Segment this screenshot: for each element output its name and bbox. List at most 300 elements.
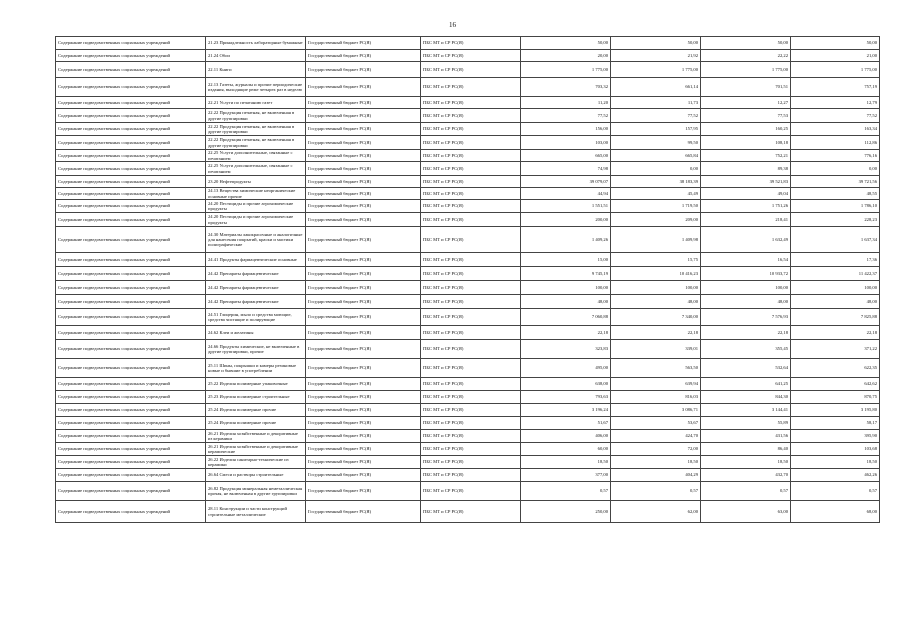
- institution-cell: Содержание подведомственных социальных учреждений: [56, 150, 206, 162]
- value-cell: 339,01: [611, 340, 701, 359]
- item-cell: 26.64 Смеси и растворы строительные: [206, 469, 306, 482]
- value-cell: 0,57: [701, 482, 791, 501]
- value-cell: 18,50: [521, 456, 611, 469]
- value-cell: 99,50: [611, 136, 701, 150]
- table-body: [56, 37, 880, 523]
- item-cell: 22.22 Продукция печатная, не включенная в другие группировки: [206, 123, 306, 136]
- table-row: [56, 162, 880, 176]
- source-cell: ПБС МТ и СР РС(Я): [421, 391, 521, 404]
- value-cell: 49,04: [701, 188, 791, 200]
- budget-cell: Государственный бюджет РС(Я): [306, 391, 421, 404]
- source-cell: ПБС МТ и СР РС(Я): [421, 281, 521, 295]
- source-cell: ПБС МТ и СР РС(Я): [421, 326, 521, 340]
- institution-cell: Содержание подведомственных социальных учреждений: [56, 309, 206, 326]
- item-cell: 24.42 Препараты фармацевтические: [206, 281, 306, 295]
- table-row: [56, 97, 880, 109]
- value-cell: 22,18: [521, 326, 611, 340]
- item-cell: 25.23 Изделия полимерные строительные: [206, 391, 306, 404]
- value-cell: 3 195,80: [791, 404, 880, 417]
- value-cell: 7 060,88: [521, 309, 611, 326]
- value-cell: 38 183,39: [611, 176, 701, 188]
- source-cell: ПБС МТ и СР РС(Я): [421, 404, 521, 417]
- value-cell: 22,18: [791, 326, 880, 340]
- institution-cell: Содержание подведомственных социальных учреждений: [56, 295, 206, 309]
- institution-cell: Содержание подведомственных социальных учреждений: [56, 188, 206, 200]
- table-row: [56, 176, 880, 188]
- institution-cell: Содержание подведомственных социальных учреждений: [56, 162, 206, 176]
- value-cell: 11,73: [611, 97, 701, 109]
- value-cell: 77,52: [611, 109, 701, 123]
- institution-cell: Содержание подведомственных социальных учреждений: [56, 417, 206, 430]
- institution-cell: Содержание подведомственных социальных учреждений: [56, 97, 206, 109]
- value-cell: 1 786,10: [791, 200, 880, 213]
- source-cell: ПБС МТ и СР РС(Я): [421, 378, 521, 391]
- value-cell: 163,34: [791, 123, 880, 136]
- source-cell: ПБС МТ и СР РС(Я): [421, 417, 521, 430]
- source-cell: ПБС МТ и СР РС(Я): [421, 501, 521, 523]
- value-cell: 55,89: [701, 417, 791, 430]
- source-cell: ПБС МТ и СР РС(Я): [421, 443, 521, 456]
- value-cell: 406,00: [521, 430, 611, 443]
- budget-cell: Государственный бюджет РС(Я): [306, 78, 421, 97]
- item-cell: 22.25 Услуги дополнительные, связанные с печатанием: [206, 150, 306, 162]
- budget-cell: Государственный бюджет РС(Я): [306, 123, 421, 136]
- value-cell: 157,95: [611, 123, 701, 136]
- value-cell: 10 933,72: [701, 267, 791, 281]
- value-cell: 160,25: [701, 123, 791, 136]
- source-cell: ПБС МТ и СР РС(Я): [421, 109, 521, 123]
- value-cell: 15,75: [611, 253, 701, 267]
- value-cell: 424,70: [611, 430, 701, 443]
- value-cell: 209,00: [611, 213, 701, 227]
- institution-cell: Содержание подведомственных социальных учреждений: [56, 253, 206, 267]
- institution-cell: Содержание подведомственных социальных учреждений: [56, 430, 206, 443]
- table-row: [56, 37, 880, 50]
- table-row: [56, 78, 880, 97]
- value-cell: 21,00: [791, 50, 880, 62]
- institution-cell: Содержание подведомственных социальных учреждений: [56, 109, 206, 123]
- budget-cell: Государственный бюджет РС(Я): [306, 62, 421, 78]
- value-cell: 1 775,00: [611, 62, 701, 78]
- item-cell: 21.23 Принадлежность лабораторные бумажные: [206, 37, 306, 50]
- source-cell: ПБС МТ и СР РС(Я): [421, 150, 521, 162]
- value-cell: 1 775,00: [521, 62, 611, 78]
- budget-cell: Государственный бюджет РС(Я): [306, 188, 421, 200]
- institution-cell: Содержание подведомственных социальных учреждений: [56, 37, 206, 50]
- value-cell: 100,00: [701, 281, 791, 295]
- value-cell: 22,18: [611, 326, 701, 340]
- table-row: [56, 253, 880, 267]
- value-cell: 355,45: [701, 340, 791, 359]
- budget-cell: Государственный бюджет РС(Я): [306, 109, 421, 123]
- value-cell: 218,41: [701, 213, 791, 227]
- budget-cell: Государственный бюджет РС(Я): [306, 430, 421, 443]
- value-cell: 7 576,93: [701, 309, 791, 326]
- value-cell: 48,00: [701, 295, 791, 309]
- item-cell: 23.20 Нефтепродукты: [206, 176, 306, 188]
- value-cell: 250,00: [521, 501, 611, 523]
- value-cell: 60,00: [521, 443, 611, 456]
- budget-cell: Государственный бюджет РС(Я): [306, 281, 421, 295]
- value-cell: 639,94: [611, 378, 701, 391]
- institution-cell: Содержание подведомственных социальных учреждений: [56, 482, 206, 501]
- institution-cell: Содержание подведомственных социальных учреждений: [56, 340, 206, 359]
- budget-cell: Государственный бюджет РС(Я): [306, 227, 421, 253]
- item-cell: 24.62 Клеи и желатины: [206, 326, 306, 340]
- value-cell: 20,00: [521, 50, 611, 62]
- value-cell: 3 086,71: [611, 404, 701, 417]
- value-cell: 1 719,50: [611, 200, 701, 213]
- value-cell: 12,79: [791, 97, 880, 109]
- value-cell: 11,20: [521, 97, 611, 109]
- table-row: [56, 109, 880, 123]
- source-cell: ПБС МТ и СР РС(Я): [421, 97, 521, 109]
- table-row: [56, 267, 880, 281]
- value-cell: 77,52: [791, 109, 880, 123]
- value-cell: 89,38: [701, 162, 791, 176]
- table-row: [56, 378, 880, 391]
- value-cell: 870,75: [791, 391, 880, 404]
- budget-cell: Государственный бюджет РС(Я): [306, 150, 421, 162]
- value-cell: 323,83: [521, 340, 611, 359]
- source-cell: ПБС МТ и СР РС(Я): [421, 162, 521, 176]
- budget-cell: Государственный бюджет РС(Я): [306, 482, 421, 501]
- budget-cell: Государственный бюджет РС(Я): [306, 378, 421, 391]
- item-cell: 22.25 Услуги дополнительные, связанные с печатанием: [206, 162, 306, 176]
- value-cell: 563,50: [611, 359, 701, 378]
- budget-cell: Государственный бюджет РС(Я): [306, 295, 421, 309]
- source-cell: ПБС МТ и СР РС(Я): [421, 295, 521, 309]
- value-cell: 72,00: [611, 443, 701, 456]
- item-cell: 24.30 Материалы лакокрасочные и аналогичные для нанесения покрытий, краски и мастики полиграфические: [206, 227, 306, 253]
- table-row: [56, 391, 880, 404]
- item-cell: 22.21 Услуги по печатанию газет: [206, 97, 306, 109]
- source-cell: ПБС МТ и СР РС(Я): [421, 253, 521, 267]
- value-cell: 1 751,26: [701, 200, 791, 213]
- institution-cell: Содержание подведомственных социальных учреждений: [56, 200, 206, 213]
- institution-cell: Содержание подведомственных социальных учреждений: [56, 378, 206, 391]
- source-cell: ПБС МТ и СР РС(Я): [421, 50, 521, 62]
- value-cell: 404,29: [611, 469, 701, 482]
- table-row: [56, 359, 880, 378]
- value-cell: 776,16: [791, 150, 880, 162]
- table-row: [56, 150, 880, 162]
- table-row: [56, 123, 880, 136]
- budget-cell: Государственный бюджет РС(Я): [306, 443, 421, 456]
- value-cell: 532,64: [701, 359, 791, 378]
- value-cell: 108,18: [701, 136, 791, 150]
- budget-cell: Государственный бюджет РС(Я): [306, 176, 421, 188]
- page-number: 16: [449, 21, 456, 29]
- institution-cell: Содержание подведомственных социальных учреждений: [56, 469, 206, 482]
- budget-cell: Государственный бюджет РС(Я): [306, 136, 421, 150]
- source-cell: ПБС МТ и СР РС(Я): [421, 456, 521, 469]
- item-cell: 24.41 Продукты фармацевтические основные: [206, 253, 306, 267]
- institution-cell: Содержание подведомственных социальных учреждений: [56, 227, 206, 253]
- source-cell: ПБС МТ и СР РС(Я): [421, 469, 521, 482]
- value-cell: 44,94: [521, 188, 611, 200]
- value-cell: 7 340,00: [611, 309, 701, 326]
- value-cell: 15,00: [521, 253, 611, 267]
- value-cell: 816,03: [611, 391, 701, 404]
- value-cell: 661,14: [611, 78, 701, 97]
- item-cell: 22.22 Продукция печатная, не включенная в другие группировки: [206, 109, 306, 123]
- value-cell: 22,22: [701, 50, 791, 62]
- item-cell: 21.24 Обои: [206, 50, 306, 62]
- value-cell: 462,26: [791, 469, 880, 482]
- value-cell: 16,54: [701, 253, 791, 267]
- item-cell: 24.51 Глицерин, мыло и средства моющие, средства чистящие и полирующие: [206, 309, 306, 326]
- value-cell: 1 409,98: [611, 227, 701, 253]
- institution-cell: Содержание подведомственных социальных учреждений: [56, 501, 206, 523]
- table-row: [56, 340, 880, 359]
- institution-cell: Содержание подведомственных социальных учреждений: [56, 50, 206, 62]
- value-cell: 7 825,88: [791, 309, 880, 326]
- value-cell: 21,92: [611, 50, 701, 62]
- value-cell: 0,57: [791, 482, 880, 501]
- value-cell: 100,00: [791, 281, 880, 295]
- value-cell: 18,50: [611, 456, 701, 469]
- budget-cell: Государственный бюджет РС(Я): [306, 162, 421, 176]
- budget-table: [55, 36, 880, 523]
- source-cell: ПБС МТ и СР РС(Я): [421, 176, 521, 188]
- budget-cell: Государственный бюджет РС(Я): [306, 97, 421, 109]
- value-cell: 371,22: [791, 340, 880, 359]
- institution-cell: Содержание подведомственных социальных учреждений: [56, 359, 206, 378]
- table-row: [56, 136, 880, 150]
- value-cell: 103,68: [791, 443, 880, 456]
- item-cell: 24.20 Пестициды и прочие агрохимические продукты: [206, 213, 306, 227]
- budget-cell: Государственный бюджет РС(Я): [306, 501, 421, 523]
- value-cell: 100,00: [611, 281, 701, 295]
- value-cell: 622,35: [791, 359, 880, 378]
- table-row: [56, 469, 880, 482]
- institution-cell: Содержание подведомственных социальных учреждений: [56, 213, 206, 227]
- budget-cell: Государственный бюджет РС(Я): [306, 253, 421, 267]
- table-row: [56, 50, 880, 62]
- value-cell: 10 416,23: [611, 267, 701, 281]
- table-row: [56, 227, 880, 253]
- source-cell: ПБС МТ и СР РС(Я): [421, 123, 521, 136]
- value-cell: 701,51: [701, 78, 791, 97]
- value-cell: 432,70: [701, 469, 791, 482]
- table-row: [56, 188, 880, 200]
- value-cell: 757,19: [791, 78, 880, 97]
- source-cell: ПБС МТ и СР РС(Я): [421, 62, 521, 78]
- institution-cell: Содержание подведомственных социальных учреждений: [56, 62, 206, 78]
- value-cell: 39 721,56: [791, 176, 880, 188]
- value-cell: 63,00: [701, 501, 791, 523]
- value-cell: 45,49: [611, 188, 701, 200]
- item-cell: 24.42 Препараты фармацевтические: [206, 295, 306, 309]
- institution-cell: Содержание подведомственных социальных учреждений: [56, 326, 206, 340]
- item-cell: 22.22 Продукция печатная, не включенная в другие группировки: [206, 136, 306, 150]
- source-cell: ПБС МТ и СР РС(Я): [421, 482, 521, 501]
- value-cell: 665,00: [521, 150, 611, 162]
- institution-cell: Содержание подведомственных социальных учреждений: [56, 443, 206, 456]
- item-cell: 26.21 Изделия хозяйственные и декоративные керамические: [206, 443, 306, 456]
- value-cell: 395,90: [791, 430, 880, 443]
- value-cell: 50,00: [611, 37, 701, 50]
- budget-cell: Государственный бюджет РС(Я): [306, 200, 421, 213]
- item-cell: 24.13 Вещества химические неорганические основные прочие: [206, 188, 306, 200]
- table-row: [56, 417, 880, 430]
- source-cell: ПБС МТ и СР РС(Я): [421, 340, 521, 359]
- source-cell: ПБС МТ и СР РС(Я): [421, 430, 521, 443]
- value-cell: 0,57: [611, 482, 701, 501]
- table-row: [56, 200, 880, 213]
- value-cell: 752,21: [701, 150, 791, 162]
- institution-cell: Содержание подведомственных социальных учреждений: [56, 281, 206, 295]
- item-cell: 28.11 Конструкции и части конструкций строительные металлические: [206, 501, 306, 523]
- table-row: [56, 443, 880, 456]
- value-cell: 112,86: [791, 136, 880, 150]
- budget-cell: Государственный бюджет РС(Я): [306, 213, 421, 227]
- item-cell: 24.20 Пестициды и прочие агрохимические продукты: [206, 200, 306, 213]
- table-row: [56, 62, 880, 78]
- value-cell: 3 196,24: [521, 404, 611, 417]
- institution-cell: Содержание подведомственных социальных учреждений: [56, 78, 206, 97]
- value-cell: 431,56: [701, 430, 791, 443]
- table-row: [56, 430, 880, 443]
- value-cell: 74,98: [521, 162, 611, 176]
- value-cell: 39 079,07: [521, 176, 611, 188]
- value-cell: 53,67: [611, 417, 701, 430]
- value-cell: 77,52: [521, 109, 611, 123]
- value-cell: 377,00: [521, 469, 611, 482]
- budget-cell: Государственный бюджет РС(Я): [306, 50, 421, 62]
- item-cell: 22.13 Газеты, журналы и прочие периодические издания, выходящие реже четырех раз в неделю: [206, 78, 306, 97]
- item-cell: 24.42 Препараты фармацевтические: [206, 267, 306, 281]
- value-cell: 11 422,37: [791, 267, 880, 281]
- value-cell: 103,00: [521, 136, 611, 150]
- value-cell: 68,00: [791, 501, 880, 523]
- budget-cell: Государственный бюджет РС(Я): [306, 469, 421, 482]
- value-cell: 642,62: [791, 378, 880, 391]
- value-cell: 50,00: [791, 37, 880, 50]
- value-cell: 100,00: [521, 281, 611, 295]
- institution-cell: Содержание подведомственных социальных учреждений: [56, 123, 206, 136]
- table-row: [56, 309, 880, 326]
- value-cell: 17,36: [791, 253, 880, 267]
- value-cell: 638,00: [521, 378, 611, 391]
- source-cell: ПБС МТ и СР РС(Я): [421, 37, 521, 50]
- value-cell: 1 632,49: [701, 227, 791, 253]
- table-row: [56, 456, 880, 469]
- value-cell: 1 551,51: [521, 200, 611, 213]
- value-cell: 62,00: [611, 501, 701, 523]
- budget-cell: Государственный бюджет РС(Я): [306, 359, 421, 378]
- table-row: [56, 482, 880, 501]
- value-cell: 200,00: [521, 213, 611, 227]
- value-cell: 12,27: [701, 97, 791, 109]
- value-cell: 156,00: [521, 123, 611, 136]
- value-cell: 22,18: [701, 326, 791, 340]
- table-row: [56, 404, 880, 417]
- institution-cell: Содержание подведомственных социальных учреждений: [56, 404, 206, 417]
- source-cell: ПБС МТ и СР РС(Я): [421, 78, 521, 97]
- value-cell: 18,50: [701, 456, 791, 469]
- source-cell: ПБС МТ и СР РС(Я): [421, 213, 521, 227]
- value-cell: 77,53: [701, 109, 791, 123]
- item-cell: 25.24 Изделия полимерные прочие: [206, 417, 306, 430]
- source-cell: ПБС МТ и СР РС(Я): [421, 188, 521, 200]
- value-cell: 1 409,26: [521, 227, 611, 253]
- value-cell: 3 144,41: [701, 404, 791, 417]
- value-cell: 48,55: [791, 188, 880, 200]
- value-cell: 48,00: [521, 295, 611, 309]
- table-row: [56, 295, 880, 309]
- value-cell: 1 775,00: [791, 62, 880, 78]
- institution-cell: Содержание подведомственных социальных учреждений: [56, 267, 206, 281]
- budget-cell: Государственный бюджет РС(Я): [306, 267, 421, 281]
- item-cell: 25.22 Изделия полимерные упаковочные: [206, 378, 306, 391]
- institution-cell: Содержание подведомственных социальных учреждений: [56, 136, 206, 150]
- table-row: [56, 326, 880, 340]
- value-cell: 1 637,34: [791, 227, 880, 253]
- value-cell: 641,25: [701, 378, 791, 391]
- value-cell: 58,17: [791, 417, 880, 430]
- value-cell: 844,30: [701, 391, 791, 404]
- item-cell: 25.11 Шины, покрышки и камеры резиновые новые и бывшие в употреблении: [206, 359, 306, 378]
- value-cell: 703,32: [521, 78, 611, 97]
- budget-cell: Государственный бюджет РС(Я): [306, 340, 421, 359]
- item-cell: 25.24 Изделия полимерные прочие: [206, 404, 306, 417]
- item-cell: 22.11 Книги: [206, 62, 306, 78]
- source-cell: ПБС МТ и СР РС(Я): [421, 309, 521, 326]
- source-cell: ПБС МТ и СР РС(Я): [421, 227, 521, 253]
- budget-cell: Государственный бюджет РС(Я): [306, 37, 421, 50]
- value-cell: 51,67: [521, 417, 611, 430]
- value-cell: 48,00: [611, 295, 701, 309]
- value-cell: 50,00: [701, 37, 791, 50]
- value-cell: 228,23: [791, 213, 880, 227]
- item-cell: 26.82 Продукция минеральная неметаллическая прочая, не включенная в другие группировки: [206, 482, 306, 501]
- table-row: [56, 213, 880, 227]
- value-cell: 793,63: [521, 391, 611, 404]
- value-cell: 86,40: [701, 443, 791, 456]
- budget-cell: Государственный бюджет РС(Я): [306, 456, 421, 469]
- source-cell: ПБС МТ и СР РС(Я): [421, 359, 521, 378]
- institution-cell: Содержание подведомственных социальных учреждений: [56, 456, 206, 469]
- value-cell: 1 775,00: [701, 62, 791, 78]
- value-cell: 495,00: [521, 359, 611, 378]
- table-row: [56, 281, 880, 295]
- budget-cell: Государственный бюджет РС(Я): [306, 309, 421, 326]
- source-cell: ПБС МТ и СР РС(Я): [421, 200, 521, 213]
- institution-cell: Содержание подведомственных социальных учреждений: [56, 176, 206, 188]
- value-cell: 0,57: [521, 482, 611, 501]
- item-cell: 26.22 Изделия санитарно-технические из керамики: [206, 456, 306, 469]
- value-cell: 665,84: [611, 150, 701, 162]
- institution-cell: Содержание подведомственных социальных учреждений: [56, 391, 206, 404]
- value-cell: 50,00: [521, 37, 611, 50]
- value-cell: 9 745,19: [521, 267, 611, 281]
- value-cell: 48,00: [791, 295, 880, 309]
- value-cell: 18,50: [791, 456, 880, 469]
- item-cell: 24.66 Продукты химические, не включенные в другие группировки, прочие: [206, 340, 306, 359]
- source-cell: ПБС МТ и СР РС(Я): [421, 136, 521, 150]
- source-cell: ПБС МТ и СР РС(Я): [421, 267, 521, 281]
- budget-cell: Государственный бюджет РС(Я): [306, 404, 421, 417]
- budget-cell: Государственный бюджет РС(Я): [306, 326, 421, 340]
- item-cell: 26.21 Изделия хозяйственные и декоративные из керамики: [206, 430, 306, 443]
- value-cell: 0,00: [791, 162, 880, 176]
- value-cell: 0,00: [611, 162, 701, 176]
- value-cell: 39 521,83: [701, 176, 791, 188]
- table-row: [56, 501, 880, 523]
- budget-cell: Государственный бюджет РС(Я): [306, 417, 421, 430]
